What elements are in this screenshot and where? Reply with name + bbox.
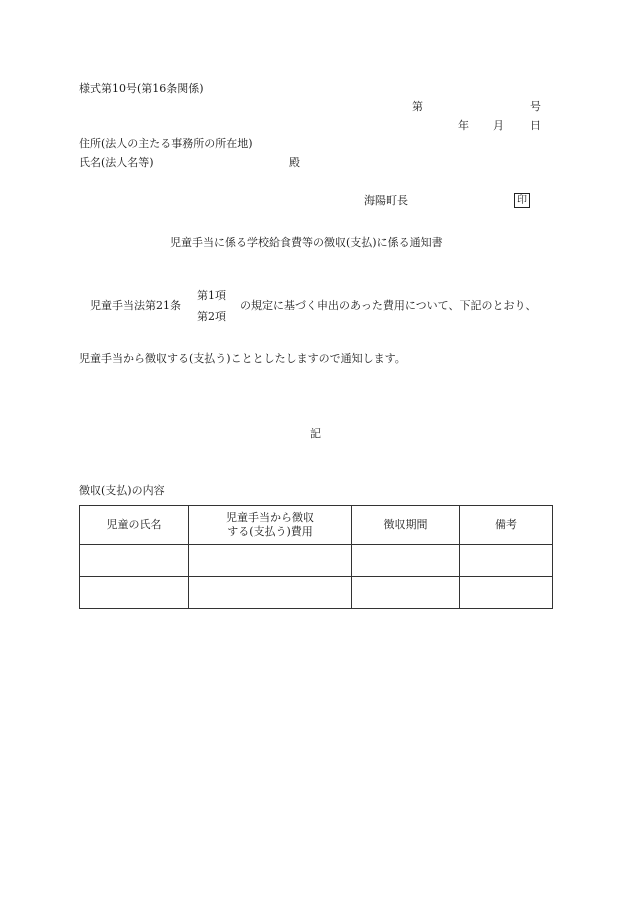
table-cell[interactable]	[460, 545, 553, 577]
document-title: 児童手当に係る学校給食費等の徴収(支払)に係る通知書	[170, 236, 443, 249]
body-law: 児童手当法第21条	[90, 299, 181, 312]
name-label: 氏名(法人名等)	[79, 156, 154, 169]
doc-number-prefix: 第	[412, 100, 423, 113]
table-cell[interactable]	[189, 545, 352, 577]
header-cost-line2: する(支払う)費用	[227, 525, 313, 538]
ki-marker: 記	[310, 427, 321, 440]
date-year: 年	[458, 119, 469, 132]
header-period: 徴収期間	[352, 506, 460, 545]
issuer: 海陽町長	[364, 194, 408, 207]
header-cost-line1: 児童手当から徴収	[226, 510, 314, 524]
header-remarks: 備考	[460, 506, 553, 545]
header-child-name: 児童の氏名	[80, 506, 189, 545]
table-cell[interactable]	[460, 577, 553, 609]
doc-number-suffix: 号	[530, 100, 541, 113]
address-label: 住所(法人の主たる事務所の所在地)	[79, 137, 253, 150]
table-row	[80, 545, 553, 577]
section-label: 徴収(支払)の内容	[79, 484, 165, 497]
body-line1: の規定に基づく申出のあった費用について、下記のとおり、	[240, 299, 537, 312]
body-clause-1: 第1項	[197, 289, 226, 302]
table-cell[interactable]	[352, 545, 460, 577]
table-cell[interactable]	[189, 577, 352, 609]
header-cost	[189, 506, 352, 545]
seal-stamp: 印	[514, 193, 530, 208]
table-cell[interactable]	[80, 545, 189, 577]
date-day: 日	[530, 119, 541, 132]
body-clause-2: 第2項	[197, 310, 226, 323]
table-header-row	[80, 506, 553, 545]
body-line2: 児童手当から徴収する(支払う)こととしたしますので通知します。	[79, 352, 406, 365]
table-cell[interactable]	[352, 577, 460, 609]
date-month: 月	[493, 119, 504, 132]
table-row	[80, 577, 553, 609]
honorific: 殿	[289, 156, 300, 169]
table-cell[interactable]	[80, 577, 189, 609]
contents-table	[79, 505, 553, 609]
form-number: 様式第10号(第16条関係)	[79, 82, 204, 95]
